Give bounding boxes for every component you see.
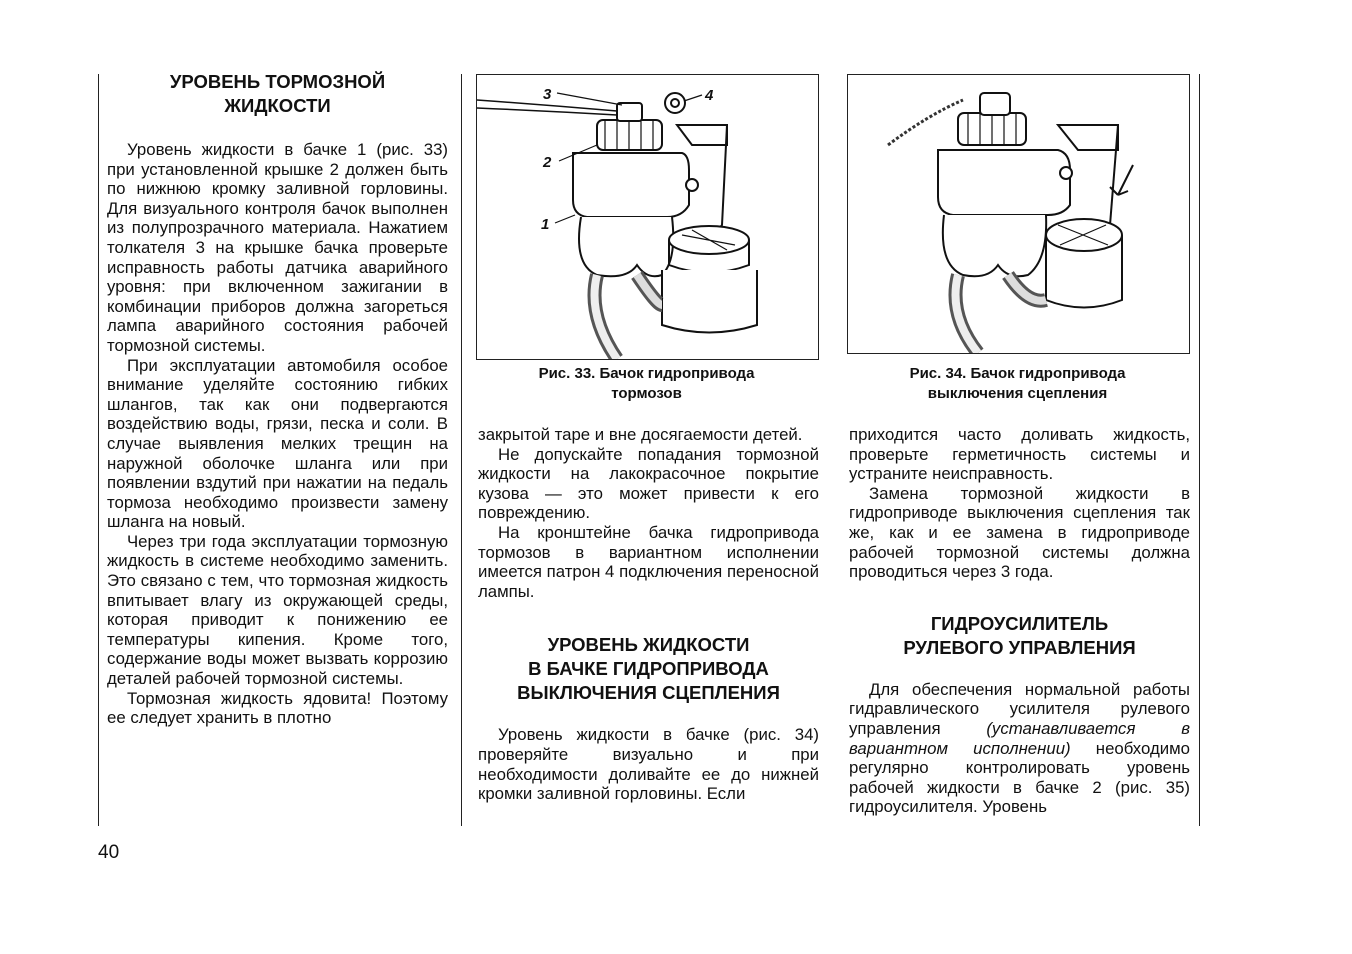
column-rule-right <box>1199 74 1200 826</box>
callout-3: 3 <box>543 86 552 103</box>
paragraph: Тормозная жидкость ядовита! Поэтому ее следует хранить в плотно <box>107 688 448 728</box>
callout-2: 2 <box>543 154 552 171</box>
callout-1: 1 <box>541 216 550 233</box>
column-1 <box>107 70 448 728</box>
section-heading-brake-fluid: УРОВЕНЬ ТОРМОЗНОЙ ЖИДКОСТИ <box>169 71 386 116</box>
paragraph: При эксплуатации автомобиля особое внимание уделяйте состоянию гибких шлангов, так как они подвергаются воздействию воды, грязи, песка и соли. В случае выявления мелких трещин на наружной оболочке шланга или при появлении вздутий при нажатии на педаль тормоза необходимо произвести замену шланга на новый. <box>107 355 448 532</box>
clutch-reservoir-illustration <box>848 75 1189 353</box>
section-heading-clutch-fluid: УРОВЕНЬ ЖИДКОСТИ В БАЧКЕ ГИДРОПРИВОДА ВЫКЛЮЧЕНИЯ СЦЕПЛЕНИЯ <box>517 634 780 704</box>
paragraph: На кронштейне бачка гидропривода тормозов в вариантном исполнении имеется патрон 4 подключения переносной лампы. <box>478 522 819 601</box>
paragraph: Замена тормозной жидкости в гидроприводе выключения сцепления так же, как и ее замена в гидроприводе рабочей тормозной системы должна проводиться через 3 года. <box>849 483 1190 582</box>
brake-reservoir-illustration <box>477 75 818 359</box>
column-rule-left <box>98 74 99 826</box>
callout-4: 4 <box>705 87 714 104</box>
figure-34 <box>847 74 1190 354</box>
column-rule-middle <box>461 74 462 826</box>
paragraph: Уровень жидкости в бачке (рис. 34) проверяйте визуально и при необходимости доливайте ее до нижней кромки заливной горловины. Если <box>478 725 819 804</box>
paragraph: Не допускайте попадания тормозной жидкости на лакокрасочное покрытие кузова — это может привести к его повреждению. <box>478 444 819 523</box>
figure-34-caption: Рис. 34. Бачок гидропривода выключения сцепления <box>909 365 1126 402</box>
paragraph: закрытой таре и вне досягаемости детей. <box>478 425 803 444</box>
section-heading-power-steering: ГИДРОУСИЛИТЕЛЬ РУЛЕВОГО УПРАВЛЕНИЯ <box>903 612 1136 658</box>
column-2 <box>478 425 819 804</box>
paragraph: Через три года эксплуатации тормозную жидкость в системе необходимо заменить. Это связано с тем, что тормозная жидкость впитывает влагу из окружающей среды, которая приводит к понижению ее температуры кипения. Кроме того, содержание воды может вызвать коррозию деталей рабочей тормозной системы. <box>107 531 448 689</box>
paragraph: приходится часто доливать жидкость, проверьте герметичность системы и устраните неисправность. <box>849 425 1190 484</box>
figure-33-caption: Рис. 33. Бачок гидропривода тормозов <box>538 365 755 402</box>
figure-33 <box>476 74 819 360</box>
page-number: 40 <box>98 842 120 863</box>
paragraph: Для обеспечения нормальной работы гидравлического усилителя рулевого управления (устанавливается в вариантном исполнении) необходимо регулярно контролировать уровень рабочей жидкости в бачке 2 (рис. 35) гидроусилителя. Уровень <box>849 679 1190 817</box>
column-3 <box>849 425 1190 817</box>
paragraph: Уровень жидкости в бачке 1 (рис. 33) при установленной крышке 2 должен быть по нижнюю кромку заливной горловины. Для визуального контроля бачок выполнен из полупрозрачного материала. Нажатием толкателя 3 на крышке бачка проверьте исправность работы датчика аварийного уровня: при включенном зажигании в комбинации приборов должна загореться лампа аварийного состояния рабочей тормозной системы. <box>107 140 448 355</box>
